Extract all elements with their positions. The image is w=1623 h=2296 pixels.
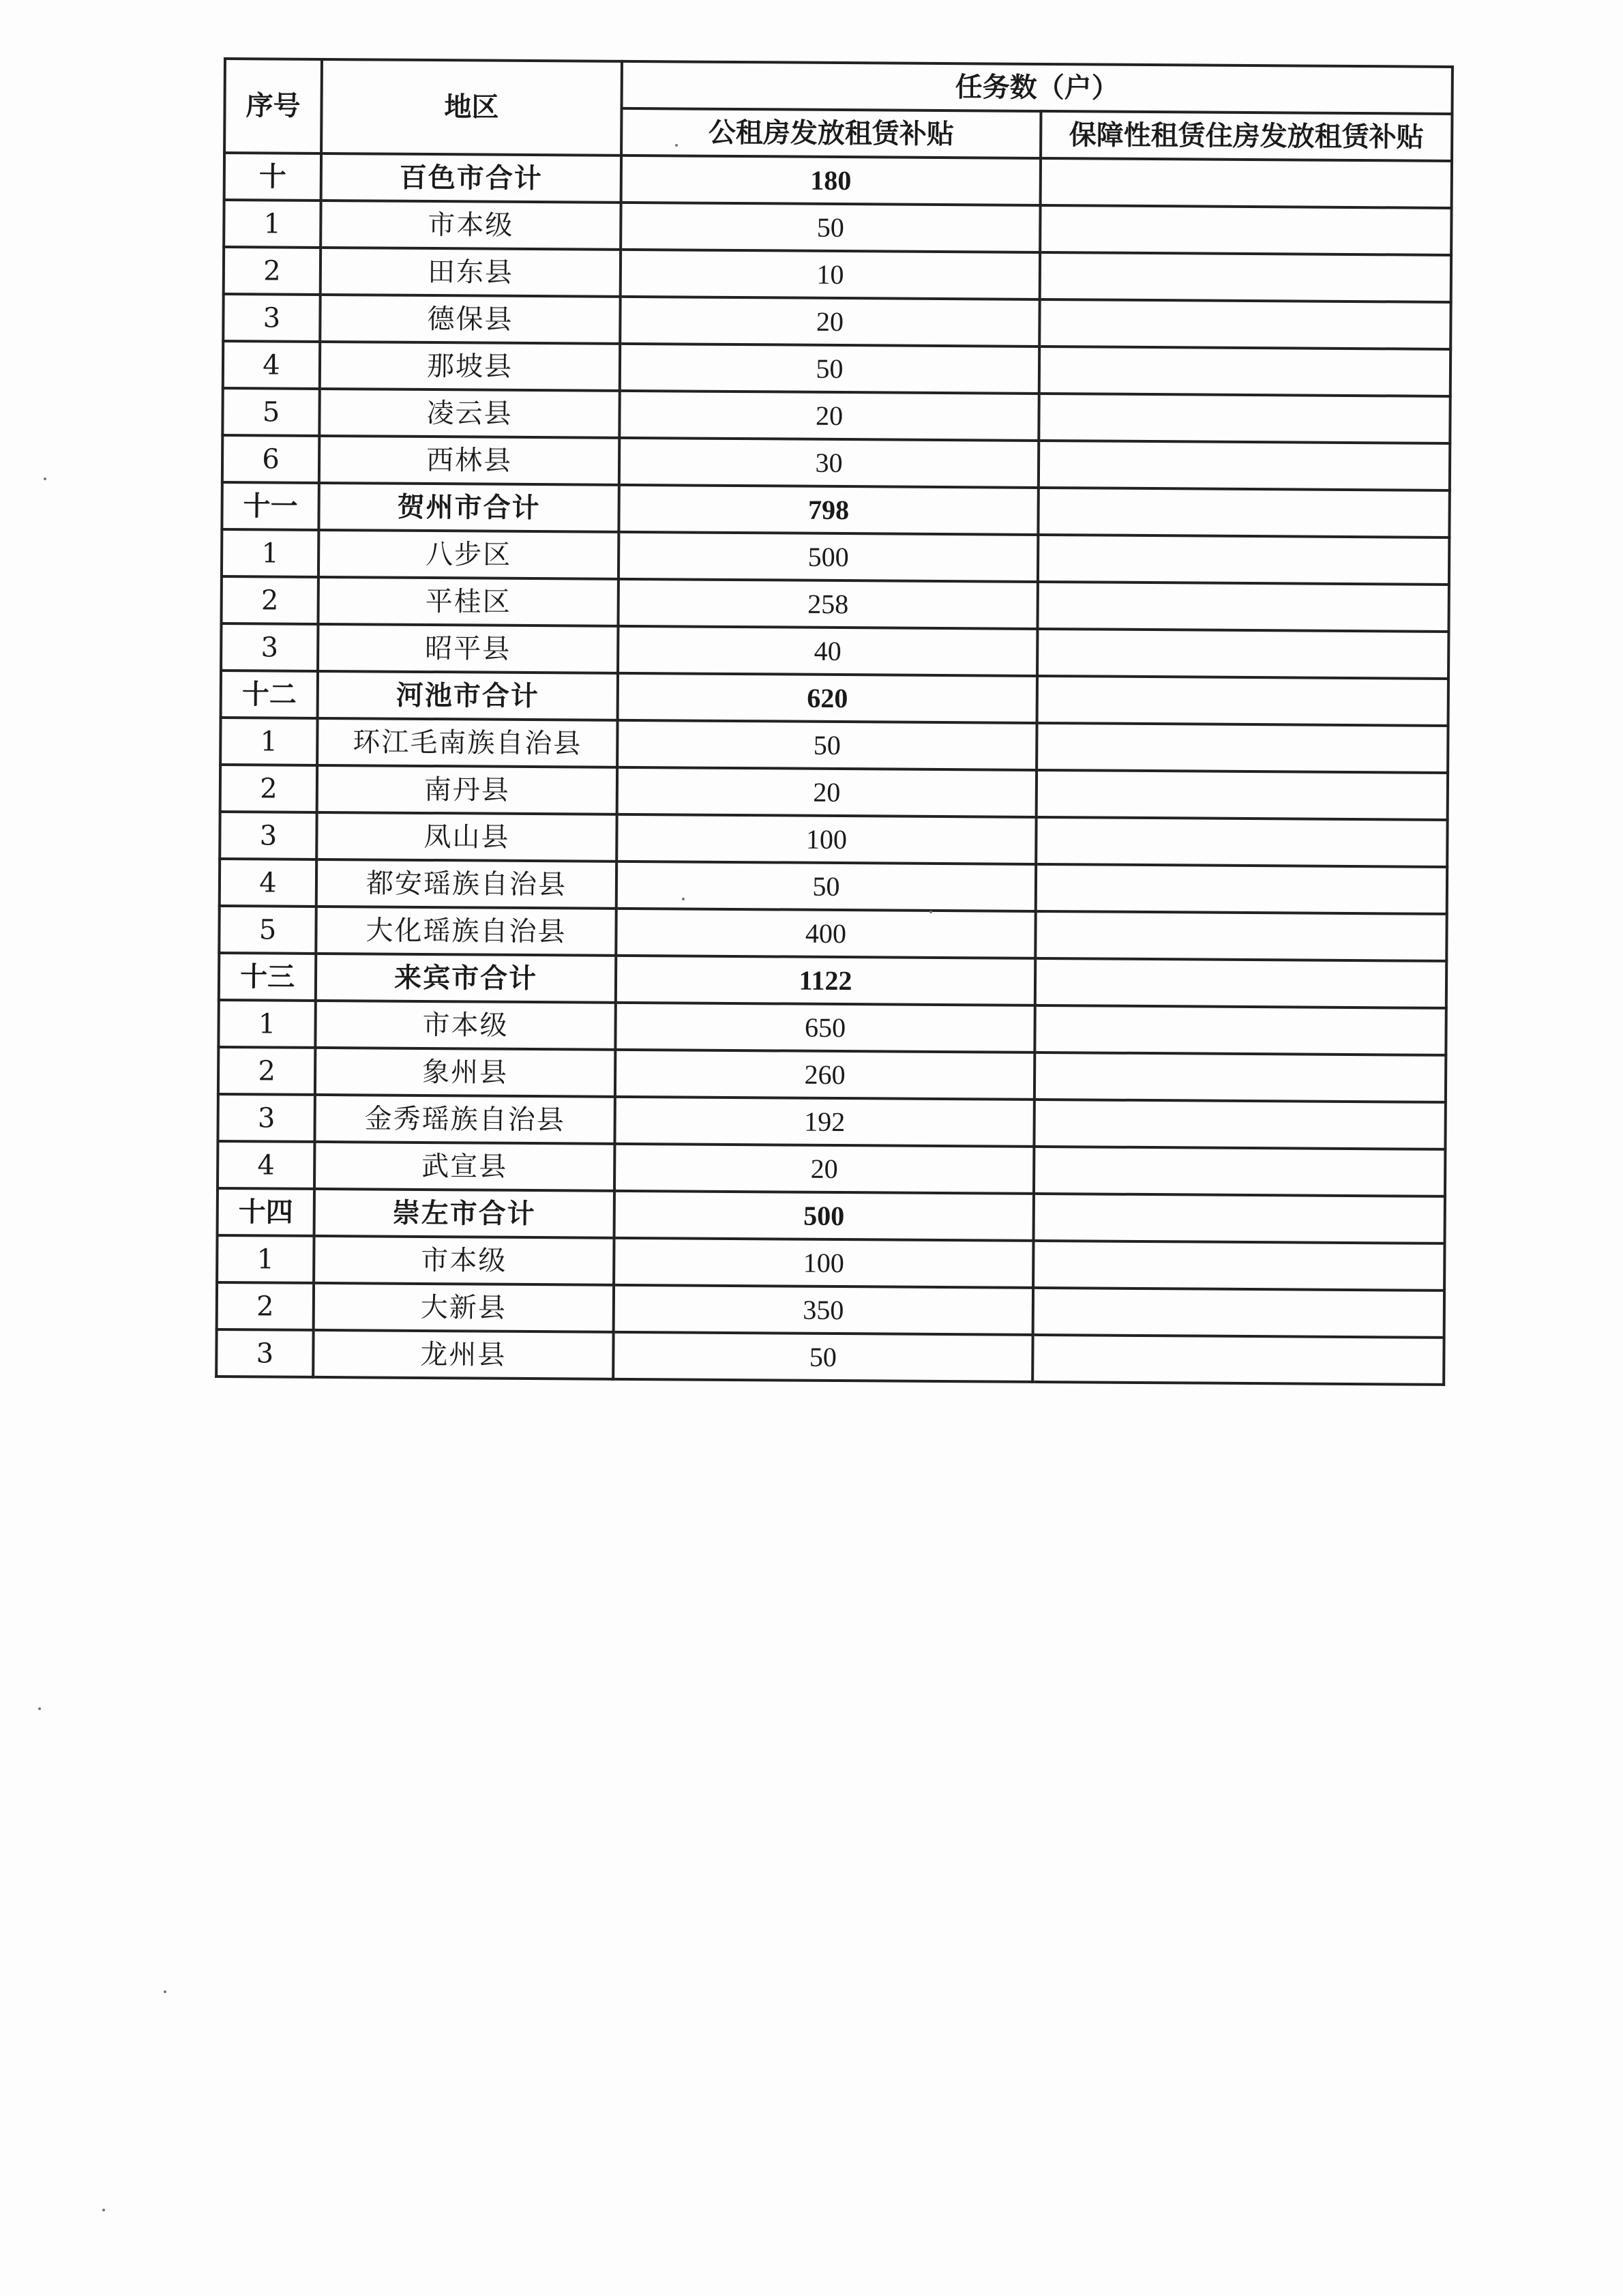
row-region-cell: 昭平县 bbox=[318, 624, 618, 673]
row-seq-cell: 6 bbox=[222, 435, 319, 483]
row-guaranteed-rental-cell bbox=[1038, 488, 1449, 538]
row-region-cell: 市本级 bbox=[321, 201, 621, 250]
row-seq-cell: 十四 bbox=[218, 1188, 314, 1236]
row-guaranteed-rental-cell bbox=[1034, 1100, 1445, 1149]
table-row bbox=[223, 341, 1450, 396]
row-public-rental-cell: 100 bbox=[616, 814, 1036, 864]
row-seq-cell: 2 bbox=[217, 1282, 314, 1330]
row-region-cell: 百色市合计 bbox=[321, 153, 621, 203]
table-row bbox=[218, 1141, 1445, 1196]
row-seq-cell: 4 bbox=[223, 341, 320, 389]
row-region-cell: 崇左市合计 bbox=[314, 1189, 614, 1238]
row-seq-cell: 2 bbox=[221, 576, 318, 624]
row-guaranteed-rental-cell bbox=[1039, 441, 1450, 490]
scan-speck bbox=[164, 1990, 166, 1993]
row-region-cell: 象州县 bbox=[315, 1048, 615, 1097]
row-region-cell: 贺州市合计 bbox=[318, 483, 619, 532]
row-public-rental-cell: 50 bbox=[613, 1332, 1032, 1382]
row-seq-cell: 3 bbox=[221, 623, 318, 671]
row-guaranteed-rental-cell bbox=[1037, 676, 1448, 726]
table-row bbox=[221, 576, 1448, 632]
row-region-cell: 大化瑶族自治县 bbox=[316, 907, 616, 956]
table-body bbox=[216, 153, 1452, 1385]
row-seq-cell: 3 bbox=[220, 812, 316, 859]
row-guaranteed-rental-cell bbox=[1033, 1241, 1444, 1291]
row-seq-cell: 5 bbox=[222, 388, 319, 436]
table-row bbox=[222, 388, 1450, 443]
table-row-subtotal bbox=[224, 153, 1452, 208]
row-seq-cell: 2 bbox=[224, 247, 321, 295]
row-region-cell: 凤山县 bbox=[316, 812, 616, 862]
scan-speck bbox=[682, 898, 685, 900]
row-public-rental-cell: 798 bbox=[619, 485, 1038, 535]
scan-speck bbox=[44, 477, 46, 480]
row-region-cell: 平桂区 bbox=[318, 577, 618, 626]
row-public-rental-cell: 180 bbox=[621, 156, 1041, 205]
row-guaranteed-rental-cell bbox=[1038, 535, 1449, 585]
row-seq-cell: 十 bbox=[224, 153, 321, 201]
row-guaranteed-rental-cell bbox=[1037, 582, 1448, 632]
table-row bbox=[218, 1094, 1445, 1149]
table-row-subtotal bbox=[222, 482, 1449, 538]
row-seq-cell: 十三 bbox=[219, 953, 316, 1001]
table-row bbox=[222, 435, 1450, 490]
row-guaranteed-rental-cell bbox=[1034, 1053, 1446, 1102]
row-seq-cell: 1 bbox=[222, 529, 318, 577]
row-public-rental-cell: 50 bbox=[620, 344, 1039, 394]
row-region-cell: 田东县 bbox=[321, 248, 621, 297]
row-guaranteed-rental-cell bbox=[1035, 958, 1446, 1008]
row-seq-cell: 4 bbox=[220, 859, 316, 907]
row-guaranteed-rental-cell bbox=[1036, 817, 1447, 867]
row-region-cell: 南丹县 bbox=[317, 765, 617, 814]
header-seq: 序号 bbox=[224, 59, 322, 153]
table-row bbox=[217, 1235, 1444, 1291]
header-region: 地区 bbox=[321, 59, 622, 156]
row-guaranteed-rental-cell bbox=[1037, 723, 1448, 773]
row-public-rental-cell: 50 bbox=[621, 203, 1040, 252]
row-seq-cell: 3 bbox=[223, 294, 320, 342]
row-seq-cell: 2 bbox=[218, 1047, 315, 1095]
row-public-rental-cell: 500 bbox=[619, 532, 1038, 582]
row-public-rental-cell: 1122 bbox=[616, 956, 1035, 1005]
table-row-subtotal bbox=[219, 953, 1446, 1008]
row-public-rental-cell: 400 bbox=[616, 909, 1035, 958]
row-public-rental-cell: 620 bbox=[618, 673, 1037, 723]
header-guaranteed-rental: 保障性租赁住房发放租赁补贴 bbox=[1041, 111, 1452, 161]
scan-speck bbox=[38, 1707, 41, 1710]
row-region-cell: 市本级 bbox=[314, 1236, 614, 1285]
row-public-rental-cell: 100 bbox=[614, 1238, 1033, 1288]
table-row bbox=[219, 906, 1446, 961]
row-seq-cell: 2 bbox=[220, 765, 317, 812]
row-region-cell: 金秀瑶族自治县 bbox=[314, 1095, 614, 1144]
row-public-rental-cell: 20 bbox=[620, 297, 1039, 347]
row-seq-cell: 十二 bbox=[221, 671, 318, 718]
row-public-rental-cell: 650 bbox=[615, 1003, 1034, 1053]
row-public-rental-cell: 20 bbox=[619, 391, 1039, 441]
row-guaranteed-rental-cell bbox=[1040, 205, 1451, 255]
row-guaranteed-rental-cell bbox=[1041, 158, 1452, 208]
table-row bbox=[220, 859, 1447, 914]
table-row bbox=[218, 1000, 1446, 1055]
row-region-cell: 河池市合计 bbox=[318, 671, 618, 720]
header-public-rental: 公租房发放租赁补贴 bbox=[621, 108, 1041, 158]
row-region-cell: 凌云县 bbox=[319, 389, 619, 438]
housing-subsidy-task-table bbox=[215, 57, 1454, 1386]
row-region-cell: 市本级 bbox=[315, 1001, 615, 1050]
table-row bbox=[223, 294, 1450, 349]
row-region-cell: 八步区 bbox=[318, 530, 619, 579]
row-region-cell: 来宾市合计 bbox=[316, 954, 616, 1003]
row-seq-cell: 3 bbox=[218, 1094, 314, 1142]
row-public-rental-cell: 350 bbox=[614, 1285, 1033, 1335]
table-row bbox=[217, 1282, 1444, 1338]
row-seq-cell: 1 bbox=[217, 1235, 314, 1283]
row-region-cell: 武宣县 bbox=[314, 1142, 614, 1191]
row-seq-cell: 4 bbox=[218, 1141, 314, 1189]
scan-speck bbox=[675, 144, 678, 147]
table-row bbox=[224, 247, 1451, 302]
row-guaranteed-rental-cell bbox=[1036, 864, 1447, 914]
row-guaranteed-rental-cell bbox=[1032, 1335, 1444, 1385]
row-public-rental-cell: 500 bbox=[614, 1191, 1034, 1241]
row-guaranteed-rental-cell bbox=[1039, 299, 1450, 349]
scan-speck bbox=[929, 911, 932, 913]
row-seq-cell: 十一 bbox=[222, 482, 318, 530]
table-row bbox=[224, 200, 1451, 255]
table-row bbox=[220, 812, 1447, 867]
row-guaranteed-rental-cell bbox=[1035, 911, 1446, 961]
row-region-cell: 都安瑶族自治县 bbox=[316, 859, 616, 909]
table-row bbox=[222, 529, 1449, 585]
row-public-rental-cell: 50 bbox=[616, 862, 1036, 911]
row-seq-cell: 1 bbox=[218, 1000, 315, 1048]
row-guaranteed-rental-cell bbox=[1034, 1194, 1445, 1243]
row-guaranteed-rental-cell bbox=[1040, 252, 1451, 302]
row-seq-cell: 3 bbox=[216, 1329, 313, 1377]
row-public-rental-cell: 20 bbox=[614, 1144, 1034, 1194]
table-row-subtotal bbox=[221, 671, 1448, 726]
row-guaranteed-rental-cell bbox=[1037, 629, 1448, 679]
row-guaranteed-rental-cell bbox=[1039, 394, 1450, 443]
row-public-rental-cell: 10 bbox=[621, 250, 1040, 299]
header-row-top bbox=[225, 59, 1453, 114]
row-region-cell: 环江毛南族自治县 bbox=[317, 718, 617, 767]
row-guaranteed-rental-cell bbox=[1039, 347, 1450, 396]
row-region-cell: 龙州县 bbox=[313, 1330, 613, 1379]
row-region-cell: 德保县 bbox=[320, 295, 620, 344]
table-row bbox=[220, 765, 1448, 820]
row-seq-cell: 5 bbox=[219, 906, 316, 954]
row-region-cell: 那坡县 bbox=[320, 342, 620, 391]
row-seq-cell: 1 bbox=[220, 718, 317, 765]
row-public-rental-cell: 40 bbox=[618, 626, 1037, 676]
row-guaranteed-rental-cell bbox=[1037, 770, 1448, 820]
scan-speck bbox=[102, 2209, 105, 2211]
row-seq-cell: 1 bbox=[224, 200, 321, 248]
row-region-cell: 西林县 bbox=[319, 436, 619, 485]
table-row bbox=[220, 718, 1448, 773]
row-public-rental-cell: 30 bbox=[619, 438, 1039, 488]
row-public-rental-cell: 192 bbox=[614, 1097, 1034, 1147]
row-guaranteed-rental-cell bbox=[1034, 1005, 1446, 1055]
row-public-rental-cell: 20 bbox=[617, 767, 1037, 817]
row-public-rental-cell: 260 bbox=[615, 1050, 1034, 1100]
row-region-cell: 大新县 bbox=[314, 1283, 614, 1332]
row-guaranteed-rental-cell bbox=[1033, 1288, 1444, 1338]
row-public-rental-cell: 258 bbox=[618, 579, 1037, 629]
table-row bbox=[216, 1329, 1444, 1385]
row-guaranteed-rental-cell bbox=[1034, 1147, 1445, 1196]
header-task-count: 任务数（户） bbox=[622, 61, 1453, 114]
table-row bbox=[221, 623, 1448, 679]
table-row bbox=[218, 1047, 1446, 1102]
row-public-rental-cell: 50 bbox=[617, 720, 1037, 770]
table-row-subtotal bbox=[218, 1188, 1445, 1243]
